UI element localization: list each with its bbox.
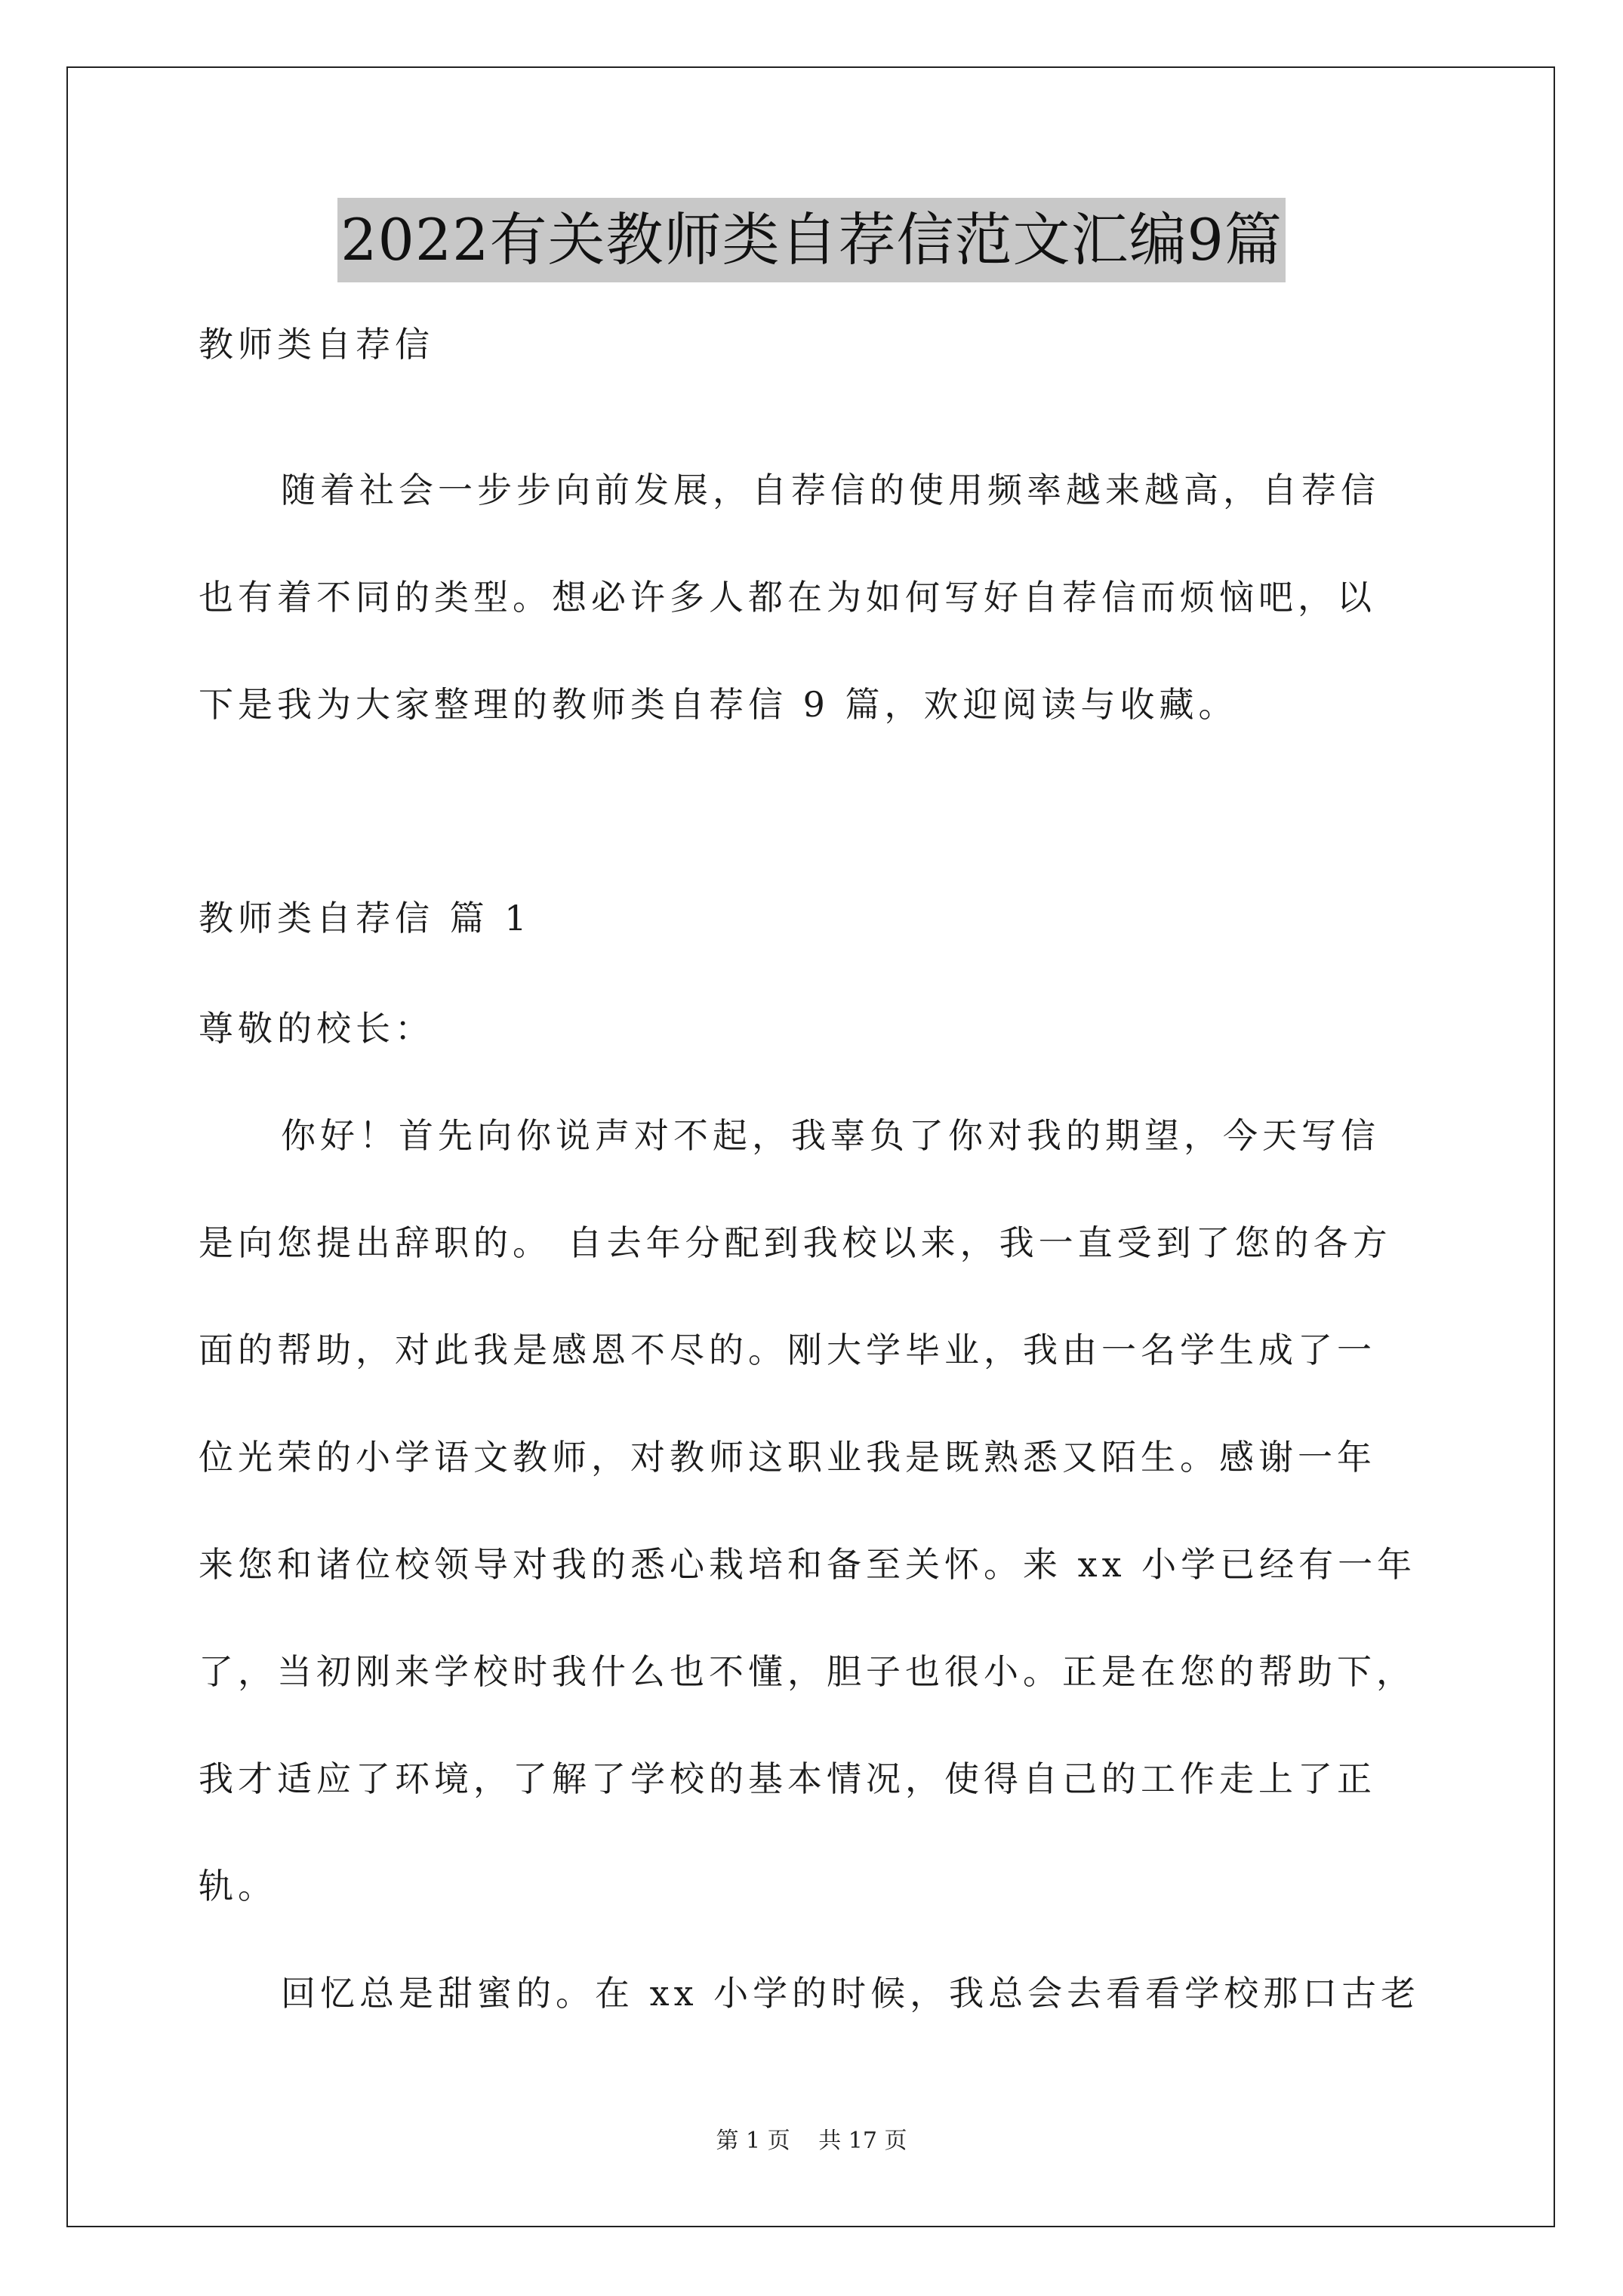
salutation: 尊敬的校长： <box>199 1008 434 1049</box>
paragraph1-line-1: 你好！首先向你说声对不起，我辜负了你对我的期望，今天写信 <box>281 1115 1380 1156</box>
title-container <box>0 198 1623 282</box>
intro-line-1: 随着社会一步步向前发展，自荐信的使用频率越来越高，自荐信 <box>281 470 1380 510</box>
paragraph1-line-2: 是向您提出辞职的。 自去年分配到我校以来，我一直受到了您的各方 <box>199 1222 1392 1263</box>
paragraph1-line-8: 轨。 <box>199 1866 277 1906</box>
paragraph1-line-7: 我才适应了环境，了解了学校的基本情况，使得自己的工作走上了正 <box>199 1758 1376 1799</box>
paragraph1-line-3: 面的帮助，对此我是感恩不尽的。刚大学毕业，我由一名学生成了一 <box>199 1330 1376 1370</box>
intro-line-3: 下是我为大家整理的教师类自荐信 9 篇，欢迎阅读与收藏。 <box>199 684 1238 725</box>
document-title: 2022有关教师类自荐信范文汇编9篇 <box>337 198 1286 282</box>
intro-line-2: 也有着不同的类型。想必许多人都在为如何写好自荐信而烦恼吧，以 <box>199 577 1376 618</box>
page-number: 第 1 页 <box>716 2128 790 2154</box>
paragraph1-line-5: 来您和诸位校领导对我的悉心栽培和备至关怀。来 xx 小学已经有一年 <box>199 1544 1417 1585</box>
paragraph2-line-1: 回忆总是甜蜜的。在 xx 小学的时候，我总会去看看学校那口古老 <box>281 1973 1421 2014</box>
page-footer <box>0 2122 1623 2155</box>
paragraph1-line-4: 位光荣的小学语文教师，对教师这职业我是既熟悉又陌生。感谢一年 <box>199 1437 1376 1478</box>
page-total: 共 17 页 <box>818 2128 907 2154</box>
paragraph1-line-6: 了，当初刚来学校时我什么也不懂，胆子也很小。正是在您的帮助下， <box>199 1651 1415 1692</box>
intro-heading: 教师类自荐信 <box>199 324 434 365</box>
section-heading: 教师类自荐信 篇 1 <box>199 898 531 938</box>
